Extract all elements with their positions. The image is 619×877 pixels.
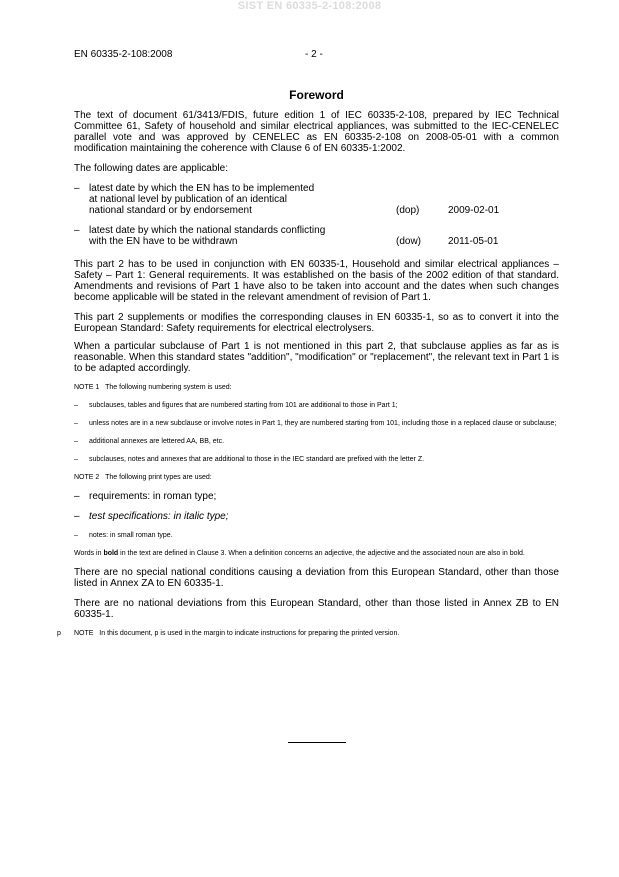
note-label: NOTE (74, 630, 94, 637)
end-rule (288, 742, 346, 743)
dates-item-text: with the EN have to be withdrawn (89, 236, 238, 247)
dates-item-dow (74, 225, 559, 247)
paragraph-part2-supplements: This part 2 supplements or modifies the corresponding clauses in EN 60335-1, so as to convert it into the European Standard: Safety requirements for electrical electrolysers. (74, 312, 559, 334)
dates-item-text: latest date by which the EN has to be implemented (89, 183, 315, 194)
note-list-item: – unless notes are in a new subclause or involve notes in Part 1, they are numbered starting from 101, including those in a replaced clause or subclause; (74, 420, 557, 427)
paragraph-national-deviations: There are no national deviations from this European Standard, other than those listed in Annex ZB to EN 60335-1. (74, 598, 559, 620)
note-list-item: – additional annexes are lettered AA, BB, etc. (74, 438, 225, 445)
paragraph-subclause: When a particular subclause of Part 1 is not mentioned in this part 2, that subclause applies as far as is reasonable. When this standard states "addition", "modification" or "replacement", the relevant text in Part 1 is to be adapted accordingly. (74, 341, 559, 374)
dates-item-value: 2011-05-01 (448, 236, 499, 247)
paragraph-special-conditions: There are no special national conditions causing a deviation from this European Standard, other than those listed in Annex ZA to EN 60335-1. (74, 567, 559, 589)
bold-words-note: Words in bold in the text are defined in Clause 3. When a definition concerns an adjective, the adjective and the associated noun are also in bold. (74, 550, 525, 557)
header-doc-id: EN 60335-2-108:2008 (74, 49, 173, 60)
dates-item-text: at national level by publication of an identical (89, 194, 287, 205)
note-text: In this document, p is used in the margin to indicate instructions for preparing the printed version. (99, 630, 400, 637)
note-label: NOTE 1 (74, 384, 100, 391)
paragraph-dates-intro: The following dates are applicable: (74, 163, 228, 174)
note-list-item: – subclauses, notes and annexes that are additional to those in the IEC standard are prefixed with the letter Z. (74, 456, 425, 463)
dates-item-value: 2009-02-01 (448, 205, 500, 216)
note-list-item: – subclauses, tables and figures that are numbered starting from 101 are additional to those in Part 1; (74, 402, 398, 409)
dates-item-abbr: (dow) (396, 236, 422, 247)
final-note (57, 629, 559, 638)
note-text: The following numbering system is used: (105, 384, 232, 391)
dates-item-text: national standard or by endorsement (89, 205, 252, 216)
watermark: SIST EN 60335-2-108:2008 (237, 0, 382, 12)
list-dash: – (74, 225, 80, 236)
note-2 (74, 473, 559, 482)
dates-item-dop (74, 183, 559, 216)
print-type-requirements: – requirements: in roman type; (74, 491, 217, 502)
document-body (57, 88, 559, 638)
dates-item-abbr: (dop) (396, 205, 420, 216)
margin-marker: p (57, 630, 61, 637)
header-page-number: - 2 - (305, 49, 323, 60)
note-label: NOTE 2 (74, 474, 100, 481)
print-type-notes: – notes: in small roman type. (74, 532, 173, 539)
print-type-tests: – test specifications: in italic type; (74, 511, 229, 522)
page-title: Foreword (289, 88, 344, 102)
note-1 (74, 383, 559, 392)
note-text: The following print types are used: (105, 474, 212, 481)
dates-item-text: latest date by which the national standards conflicting (89, 225, 326, 236)
list-dash: – (74, 183, 80, 194)
paragraph-part2-usage: This part 2 has to be used in conjunction with EN 60335-1, Household and similar electrical appliances – Safety – Part 1: General requirements. It was established on the basis of the 2002 edition of that standard. Amendments and revisions of Part 1 have also to be taken into account and the dates when such changes become applicable will be stated in the relevant amendment of revision of Part 1. (74, 259, 559, 303)
paragraph-intro: The text of document 61/3413/FDIS, future edition 1 of IEC 60335-2-108, prepared by IEC Technical Committee 61, Safety of household and similar electrical appliances, was submitted to the IEC-CENELEC parallel vote and was approved by CENELEC as EN 60335-2-108 on 2008-05-01 with a common modification maintaining the coherence with Clause 6 of EN 60335-1:2002. (74, 110, 559, 154)
